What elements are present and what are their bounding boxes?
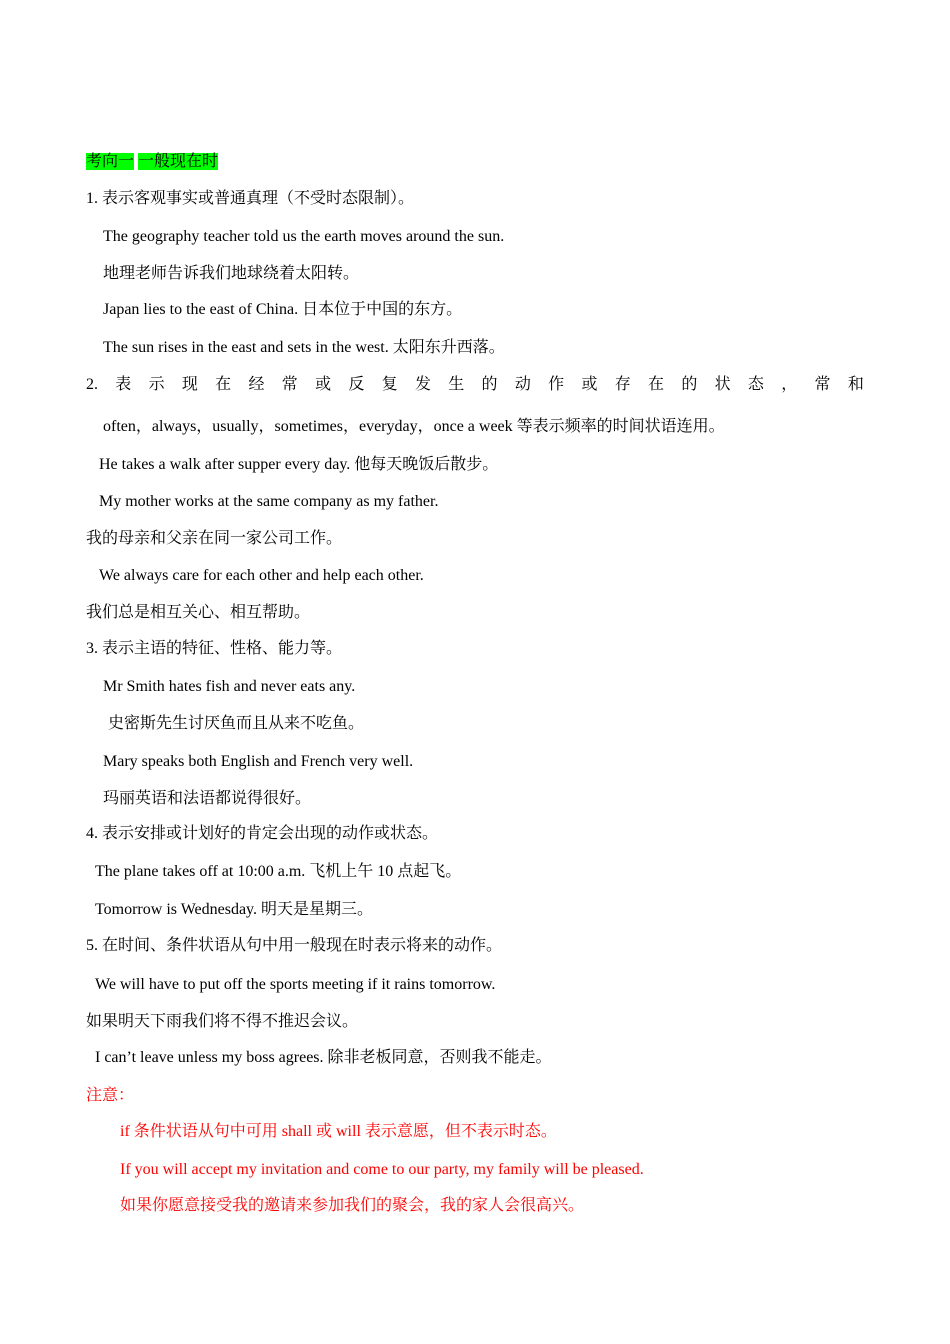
example-sentence: The plane takes off at 10:00 a.m. 飞机上午 10 点起飞。 [95,863,462,880]
example-sentence: I can’t leave unless my boss agrees. 除非老板同意，否则我不能走。 [95,1049,552,1066]
note-line: if 条件状语从句中可用 shall 或 will 表示意愿，但不表示时态。 [120,1123,557,1140]
example-sentence: He takes a walk after supper every day. 他每天晚饭后散步。 [99,456,499,473]
example-sentence: Mr Smith hates fish and never eats any. [103,678,356,695]
rule-5: 5. 在时间、条件状语从句中用一般现在时表示将来的动作。 [86,937,503,954]
example-sentence: My mother works at the same company as my father. [99,493,439,510]
heading-part-2: 一般现在时 [138,153,219,170]
example-sentence: We will have to put off the sports meeting if it rains tomorrow. [95,976,496,993]
section-heading [86,152,218,172]
example-sentence: Mary speaks both English and French very well. [103,753,414,770]
rule-3: 3. 表示主语的特征、性格、能力等。 [86,640,343,657]
rule-2-continuation: often，always，usually，sometimes，everyday，once a week 等表示频率的时间状语连用。 [103,418,725,435]
example-translation: 我们总是相互关心、相互帮助。 [86,604,311,621]
note-translation: 如果你愿意接受我的邀请来参加我们的聚会，我的家人会很高兴。 [120,1197,585,1214]
rule-4: 4. 表示安排或计划好的肯定会出现的动作或状态。 [86,825,439,842]
example-sentence: The sun rises in the east and sets in the west. 太阳东升西落。 [103,339,505,356]
example-translation: 地理老师告诉我们地球绕着太阳转。 [103,265,360,282]
rule-1: 1. 表示客观事实或普通真理（不受时态限制）。 [86,190,415,207]
example-translation: 史密斯先生讨厌鱼而且从来不吃鱼。 [108,715,365,732]
example-sentence: We always care for each other and help each other. [99,567,424,584]
rule-2: 2. 表 示 现 在 经 常 或 反 复 发 生 的 动 作 或 存 在 的 状 态 ， 常 和 [86,376,864,393]
example-sentence: The geography teacher told us the earth moves around the sun. [103,228,505,245]
heading-part-1: 考向一 [86,153,135,170]
example-translation: 我的母亲和父亲在同一家公司工作。 [86,530,343,547]
note-title: 注意： [86,1087,135,1104]
example-translation: 玛丽英语和法语都说得很好。 [103,790,312,807]
example-sentence: Tomorrow is Wednesday. 明天是星期三。 [95,901,374,918]
example-sentence: Japan lies to the east of China. 日本位于中国的东方。 [103,301,463,318]
note-example: If you will accept my invitation and come to our party, my family will be pleased. [120,1161,644,1178]
example-translation: 如果明天下雨我们将不得不推迟会议。 [86,1013,359,1030]
